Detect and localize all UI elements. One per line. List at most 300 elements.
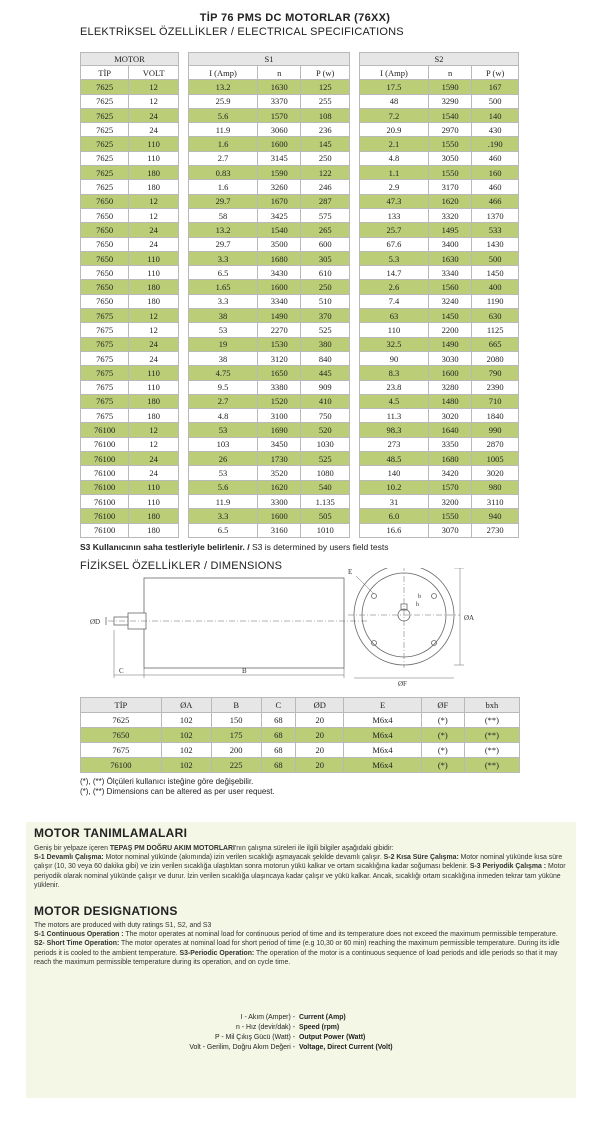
s2-speed-cell: 3420 xyxy=(428,466,471,480)
dim-cell: (**) xyxy=(464,743,519,758)
desc-tr-s2-label: S-2 Kısa Süre Çalışma: xyxy=(381,854,459,862)
legend-tr: I - Akım (Amper) - xyxy=(240,1014,295,1021)
b-small-label: b xyxy=(418,594,421,600)
dim-cell: 20 xyxy=(296,713,344,728)
s2-current-cell: 7.2 xyxy=(360,108,429,122)
table-row xyxy=(360,94,519,108)
volt-cell: 24 xyxy=(129,466,179,480)
dim-cell: 76100 xyxy=(81,758,162,773)
s1-power-cell: 1080 xyxy=(301,466,350,480)
s1-speed-cell: 1600 xyxy=(258,509,301,523)
table-row xyxy=(189,223,350,237)
s2-speed-cell: 3400 xyxy=(428,237,471,251)
tip-column-header: TİP xyxy=(81,66,129,80)
volt-cell: 12 xyxy=(129,80,179,94)
s2-current-cell: 2.6 xyxy=(360,280,429,294)
s1-speed-cell: 3500 xyxy=(258,237,301,251)
s1-current-cell: 0.83 xyxy=(189,166,258,180)
desc-en-s1-text: The motor operates at nominal load for continuous period of time and its temperature does not exceed the maximum permissible temperature. xyxy=(123,931,558,939)
s1-current-cell: 38 xyxy=(189,351,258,365)
table-row xyxy=(360,409,519,423)
dim-column-header: E xyxy=(344,698,421,713)
tip-cell: 7650 xyxy=(81,266,129,280)
s2-table xyxy=(359,52,519,538)
dim-cell: 175 xyxy=(211,728,261,743)
tip-cell: 7650 xyxy=(81,223,129,237)
dim-cell: (*) xyxy=(421,713,464,728)
c-label: C xyxy=(119,667,124,675)
e-label: E xyxy=(348,568,353,576)
table-row xyxy=(189,80,350,94)
s2-current-cell: 1.1 xyxy=(360,166,429,180)
s1-power-cell: 1.135 xyxy=(301,494,350,508)
s1-speed-cell: 3430 xyxy=(258,266,301,280)
s2-speed-cell: 3340 xyxy=(428,266,471,280)
s1-speed-cell: 1590 xyxy=(258,166,301,180)
volt-cell: 180 xyxy=(129,166,179,180)
table-row xyxy=(81,280,179,294)
s1-speed-cell: 3425 xyxy=(258,208,301,222)
s2-power-cell: 1450 xyxy=(472,266,519,280)
tip-cell: 76100 xyxy=(81,437,129,451)
s2-current-cell: 5.3 xyxy=(360,251,429,265)
s1-speed-cell: 3300 xyxy=(258,494,301,508)
legend-en: Output Power (Watt) xyxy=(299,1034,366,1041)
s1-power-cell: 122 xyxy=(301,166,350,180)
s2-current-cell: 273 xyxy=(360,437,429,451)
s2-current-cell: 90 xyxy=(360,351,429,365)
desc-tr-brand: TEPAŞ PM DOĞRU AKIM MOTORLARI xyxy=(109,845,235,852)
table-row xyxy=(189,137,350,151)
table-row xyxy=(189,366,350,380)
table-row xyxy=(189,166,350,180)
s2-speed-cell: 3170 xyxy=(428,180,471,194)
dim-cell: 102 xyxy=(161,728,211,743)
s2-current-cell: 2.1 xyxy=(360,137,429,151)
s1-current-cell: 1.65 xyxy=(189,280,258,294)
tip-cell: 76100 xyxy=(81,509,129,523)
s1-power-cell: 909 xyxy=(301,380,350,394)
motor-side-view xyxy=(106,578,368,678)
dim-cell: (*) xyxy=(421,743,464,758)
s1-power-cell: 305 xyxy=(301,251,350,265)
s2-speed-cell: 3280 xyxy=(428,380,471,394)
power-column-header: P (w) xyxy=(472,66,519,80)
page-title: TİP 76 PMS DC MOTORLAR (76XX) xyxy=(199,12,391,24)
s1-speed-cell: 1600 xyxy=(258,137,301,151)
dim-cell: 7625 xyxy=(81,713,162,728)
desc-en-s2-label: S2- Short Time Operation: xyxy=(34,940,120,948)
dim-cell: 20 xyxy=(296,743,344,758)
s2-power-cell: 2390 xyxy=(472,380,519,394)
table-row xyxy=(81,237,179,251)
footnote-turkish: (*), (**) Ölçüleri kullanıcı isteğine göre değişebilir. xyxy=(80,777,254,786)
table-row xyxy=(360,509,519,523)
dim-column-header: ØF xyxy=(421,698,464,713)
s1-current-cell: 58 xyxy=(189,208,258,222)
s2-speed-cell: 3050 xyxy=(428,151,471,165)
s2-power-cell: 1190 xyxy=(472,294,519,308)
volt-cell: 12 xyxy=(129,194,179,208)
tip-cell: 7675 xyxy=(81,323,129,337)
s2-current-cell: 48 xyxy=(360,94,429,108)
s2-power-cell: 990 xyxy=(472,423,519,437)
table-row xyxy=(189,94,350,108)
table-row xyxy=(189,509,350,523)
s2-power-cell: 665 xyxy=(472,337,519,351)
s2-power-cell: 940 xyxy=(472,509,519,523)
desc-tr-s1-text: Motor nominal yükünde (akımında) izin verilen sıcaklığı aşmayacak şekilde devamlı çalışır. xyxy=(103,854,382,862)
tip-cell: 7625 xyxy=(81,137,129,151)
s1-speed-cell: 1520 xyxy=(258,394,301,408)
s1-speed-cell: 1630 xyxy=(258,80,301,94)
dim-cell: 68 xyxy=(261,743,295,758)
s1-current-cell: 2.7 xyxy=(189,151,258,165)
volt-cell: 12 xyxy=(129,323,179,337)
table-row xyxy=(189,237,350,251)
table-row xyxy=(81,394,179,408)
volt-cell: 110 xyxy=(129,251,179,265)
table-row xyxy=(189,394,350,408)
volt-cell: 180 xyxy=(129,409,179,423)
table-row xyxy=(81,466,179,480)
table-row xyxy=(360,523,519,537)
table-row xyxy=(81,758,520,773)
tip-cell: 76100 xyxy=(81,466,129,480)
s2-speed-cell: 2970 xyxy=(428,123,471,137)
s1-speed-cell: 3120 xyxy=(258,351,301,365)
dimension-drawing xyxy=(78,568,498,694)
s1-power-cell: 540 xyxy=(301,480,350,494)
table-row xyxy=(81,366,179,380)
desc-tr-heading: MOTOR TANIMLAMALARI xyxy=(34,826,188,840)
table-row xyxy=(189,480,350,494)
s1-power-cell: 1010 xyxy=(301,523,350,537)
table-row xyxy=(360,494,519,508)
s2-speed-cell: 1495 xyxy=(428,223,471,237)
s1-speed-cell: 3145 xyxy=(258,151,301,165)
dim-cell: 68 xyxy=(261,728,295,743)
s1-power-cell: 575 xyxy=(301,208,350,222)
table-row xyxy=(189,151,350,165)
s2-power-cell: 1125 xyxy=(472,323,519,337)
s2-current-cell: 32.5 xyxy=(360,337,429,351)
volt-cell: 110 xyxy=(129,266,179,280)
volt-cell: 12 xyxy=(129,208,179,222)
b-label: B xyxy=(242,667,247,675)
s1-current-cell: 11.9 xyxy=(189,494,258,508)
s1-power-cell: 840 xyxy=(301,351,350,365)
s1-current-cell: 53 xyxy=(189,423,258,437)
table-row xyxy=(189,194,350,208)
s1-current-cell: 3.3 xyxy=(189,251,258,265)
table-row xyxy=(81,509,179,523)
tip-cell: 7625 xyxy=(81,123,129,137)
table-row xyxy=(81,194,179,208)
table-row xyxy=(81,94,179,108)
volt-cell: 180 xyxy=(129,180,179,194)
table-row xyxy=(81,108,179,122)
table-row xyxy=(81,480,179,494)
desc-en-s3-label: S3-Periodic Operation: xyxy=(177,949,255,957)
s2-speed-cell: 1620 xyxy=(428,194,471,208)
volt-cell: 24 xyxy=(129,452,179,466)
s2-speed-cell: 1540 xyxy=(428,108,471,122)
s1-speed-cell: 3260 xyxy=(258,180,301,194)
s1-speed-cell: 3160 xyxy=(258,523,301,537)
s2-current-cell: 133 xyxy=(360,208,429,222)
s1-current-cell: 5.6 xyxy=(189,108,258,122)
s2-power-cell: 460 xyxy=(472,180,519,194)
s2-speed-cell: 2200 xyxy=(428,323,471,337)
s1-power-cell: 525 xyxy=(301,452,350,466)
s2-speed-cell: 1680 xyxy=(428,452,471,466)
s2-power-cell: 2080 xyxy=(472,351,519,365)
current-column-header: I (Amp) xyxy=(360,66,429,80)
s1-speed-cell: 1600 xyxy=(258,280,301,294)
s1-current-cell: 38 xyxy=(189,309,258,323)
dim-cell: 225 xyxy=(211,758,261,773)
s1-current-cell: 2.7 xyxy=(189,394,258,408)
table-row xyxy=(189,208,350,222)
s1-speed-cell: 1620 xyxy=(258,480,301,494)
s1-speed-cell: 3060 xyxy=(258,123,301,137)
s2-current-cell: 8.3 xyxy=(360,366,429,380)
desc-en-s3-text: The operation of the motor is a continuous sequence of load periods and idle periods so that it may reach the maximum permissible temperature during its operation, and on cycle time. xyxy=(34,949,558,966)
desc-en-s1-label: S-1 Continuous Operation : xyxy=(34,931,124,939)
tip-cell: 76100 xyxy=(81,494,129,508)
s1-power-cell: 250 xyxy=(301,151,350,165)
table-row xyxy=(360,351,519,365)
table-row xyxy=(189,523,350,537)
s1-power-cell: 265 xyxy=(301,223,350,237)
table-row xyxy=(360,108,519,122)
s1-current-cell: 4.75 xyxy=(189,366,258,380)
table-row xyxy=(360,180,519,194)
s1-speed-cell: 3370 xyxy=(258,94,301,108)
table-row xyxy=(81,166,179,180)
s1-current-cell: 25.9 xyxy=(189,94,258,108)
s2-current-cell: 47.3 xyxy=(360,194,429,208)
s2-current-cell: 63 xyxy=(360,309,429,323)
desc-en-heading: MOTOR DESIGNATIONS xyxy=(34,904,178,918)
volt-cell: 110 xyxy=(129,366,179,380)
table-row xyxy=(360,237,519,251)
s3-note xyxy=(80,542,389,552)
dimensions-table xyxy=(80,697,520,773)
table-row xyxy=(81,409,179,423)
s2-power-cell: 3020 xyxy=(472,466,519,480)
dimensions-header-row xyxy=(81,698,520,713)
table-row xyxy=(81,351,179,365)
table-row xyxy=(360,280,519,294)
s1-current-cell: 53 xyxy=(189,466,258,480)
s2-power-cell: 400 xyxy=(472,280,519,294)
table-row xyxy=(81,266,179,280)
tip-cell: 7650 xyxy=(81,294,129,308)
table-row xyxy=(81,208,179,222)
table-row xyxy=(189,351,350,365)
volt-cell: 24 xyxy=(129,337,179,351)
dim-cell: (*) xyxy=(421,728,464,743)
current-column-header: I (Amp) xyxy=(189,66,258,80)
s2-current-cell: 4.8 xyxy=(360,151,429,165)
s2-power-cell: 1005 xyxy=(472,452,519,466)
s1-power-cell: 410 xyxy=(301,394,350,408)
volt-cell: 24 xyxy=(129,237,179,251)
dim-column-header: B xyxy=(211,698,261,713)
s1-current-cell: 53 xyxy=(189,323,258,337)
s2-power-cell: 533 xyxy=(472,223,519,237)
table-row xyxy=(360,452,519,466)
s2-current-cell: 110 xyxy=(360,323,429,337)
s1-power-cell: 750 xyxy=(301,409,350,423)
s1-speed-cell: 1490 xyxy=(258,309,301,323)
motor-group-header: MOTOR xyxy=(81,53,179,66)
s1-current-cell: 3.3 xyxy=(189,294,258,308)
tip-cell: 7650 xyxy=(81,237,129,251)
s2-speed-cell: 1550 xyxy=(428,509,471,523)
table-row xyxy=(81,452,179,466)
tip-cell: 7650 xyxy=(81,251,129,265)
dim-cell: 102 xyxy=(161,713,211,728)
table-row xyxy=(360,166,519,180)
dim-cell: (**) xyxy=(464,728,519,743)
table-row xyxy=(360,337,519,351)
s1-power-cell: 1030 xyxy=(301,437,350,451)
s2-speed-cell: 1480 xyxy=(428,394,471,408)
s1-power-cell: 145 xyxy=(301,137,350,151)
s1-power-cell: 125 xyxy=(301,80,350,94)
volt-cell: 12 xyxy=(129,423,179,437)
tip-cell: 7625 xyxy=(81,180,129,194)
s1-speed-cell: 1540 xyxy=(258,223,301,237)
volt-cell: 110 xyxy=(129,151,179,165)
s1-current-cell: 26 xyxy=(189,452,258,466)
s1-speed-cell: 1690 xyxy=(258,423,301,437)
s2-speed-cell: 3320 xyxy=(428,208,471,222)
table-row xyxy=(81,80,179,94)
desc-tr-s3-label: S-3 Periyodik Çalışma : xyxy=(467,863,547,871)
dim-column-header: TİP xyxy=(81,698,162,713)
h-label: h xyxy=(416,602,419,608)
volt-cell: 12 xyxy=(129,94,179,108)
s1-speed-cell: 3340 xyxy=(258,294,301,308)
tip-cell: 76100 xyxy=(81,523,129,537)
s2-current-cell: 25.7 xyxy=(360,223,429,237)
s2-power-cell: 140 xyxy=(472,108,519,122)
table-row xyxy=(81,437,179,451)
s1-power-cell: 600 xyxy=(301,237,350,251)
table-row xyxy=(189,108,350,122)
s1-current-cell: 9.5 xyxy=(189,380,258,394)
desc-tr-text xyxy=(34,844,566,890)
s1-current-cell: 11.9 xyxy=(189,123,258,137)
table-row xyxy=(81,180,179,194)
dim-column-header: ØD xyxy=(296,698,344,713)
desc-tr-intro-end: 'nın çalışma süreleri ile ilgili bilgiler aşağıdaki gibidir: xyxy=(234,845,394,852)
dim-cell: 68 xyxy=(261,758,295,773)
motor-front-view xyxy=(348,568,464,678)
s1-speed-cell: 3100 xyxy=(258,409,301,423)
s1-speed-cell: 1680 xyxy=(258,251,301,265)
table-row xyxy=(81,423,179,437)
table-row xyxy=(360,480,519,494)
tip-cell: 7675 xyxy=(81,380,129,394)
s2-current-cell: 98.3 xyxy=(360,423,429,437)
s1-speed-cell: 2270 xyxy=(258,323,301,337)
s2-speed-cell: 3200 xyxy=(428,494,471,508)
od-label: ØD xyxy=(90,618,101,626)
s2-current-cell: 23.8 xyxy=(360,380,429,394)
table-row xyxy=(360,394,519,408)
table-row xyxy=(360,137,519,151)
s2-current-cell: 20.9 xyxy=(360,123,429,137)
s1-current-cell: 4.8 xyxy=(189,409,258,423)
oa-label: ØA xyxy=(464,614,475,622)
table-row xyxy=(189,452,350,466)
volt-cell: 180 xyxy=(129,509,179,523)
table-row xyxy=(360,366,519,380)
s2-power-cell: 500 xyxy=(472,94,519,108)
tip-cell: 7675 xyxy=(81,394,129,408)
s1-current-cell: 5.6 xyxy=(189,480,258,494)
volt-cell: 110 xyxy=(129,494,179,508)
s2-current-cell: 17.5 xyxy=(360,80,429,94)
s3-note-bold: S3 Kullanıcının saha testleriyle belirlenir. / xyxy=(80,542,250,552)
s2-power-cell: 167 xyxy=(472,80,519,94)
s2-group-header: S2 xyxy=(360,53,519,66)
s2-power-cell: 1840 xyxy=(472,409,519,423)
s3-note-text: S3 is determined by users field tests xyxy=(249,542,389,552)
dim-cell: M6x4 xyxy=(344,713,421,728)
s2-power-cell: 466 xyxy=(472,194,519,208)
table-row xyxy=(189,180,350,194)
s1-current-cell: 29.7 xyxy=(189,237,258,251)
table-row xyxy=(81,251,179,265)
table-row xyxy=(360,251,519,265)
table-row xyxy=(189,380,350,394)
table-row xyxy=(81,123,179,137)
s1-power-cell: 287 xyxy=(301,194,350,208)
section-heading-electrical: ELEKTRİKSEL ÖZELLİKLER / ELECTRICAL SPECIFICATIONS xyxy=(80,26,404,38)
s1-power-cell: 255 xyxy=(301,94,350,108)
s2-power-cell: 3110 xyxy=(472,494,519,508)
s2-power-cell: 430 xyxy=(472,123,519,137)
table-row xyxy=(189,323,350,337)
table-row xyxy=(81,294,179,308)
table-row xyxy=(189,409,350,423)
s2-speed-cell: 1550 xyxy=(428,166,471,180)
s1-power-cell: 510 xyxy=(301,294,350,308)
legend-tr: n - Hız (devir/dak) - xyxy=(236,1024,295,1031)
s1-power-cell: 445 xyxy=(301,366,350,380)
s2-power-cell: .190 xyxy=(472,137,519,151)
s2-current-cell: 14.7 xyxy=(360,266,429,280)
volt-cell: 24 xyxy=(129,223,179,237)
s2-speed-cell: 1550 xyxy=(428,137,471,151)
dim-cell: (**) xyxy=(464,758,519,773)
table-row xyxy=(360,208,519,222)
table-row xyxy=(189,437,350,451)
table-row xyxy=(189,337,350,351)
power-column-header: P (w) xyxy=(301,66,350,80)
legend-tr: Volt - Gerilim, Doğru Akım Değeri - xyxy=(189,1044,295,1051)
dim-cell: (*) xyxy=(421,758,464,773)
tip-cell: 7625 xyxy=(81,108,129,122)
s2-power-cell: 2870 xyxy=(472,437,519,451)
volt-cell: 24 xyxy=(129,351,179,365)
